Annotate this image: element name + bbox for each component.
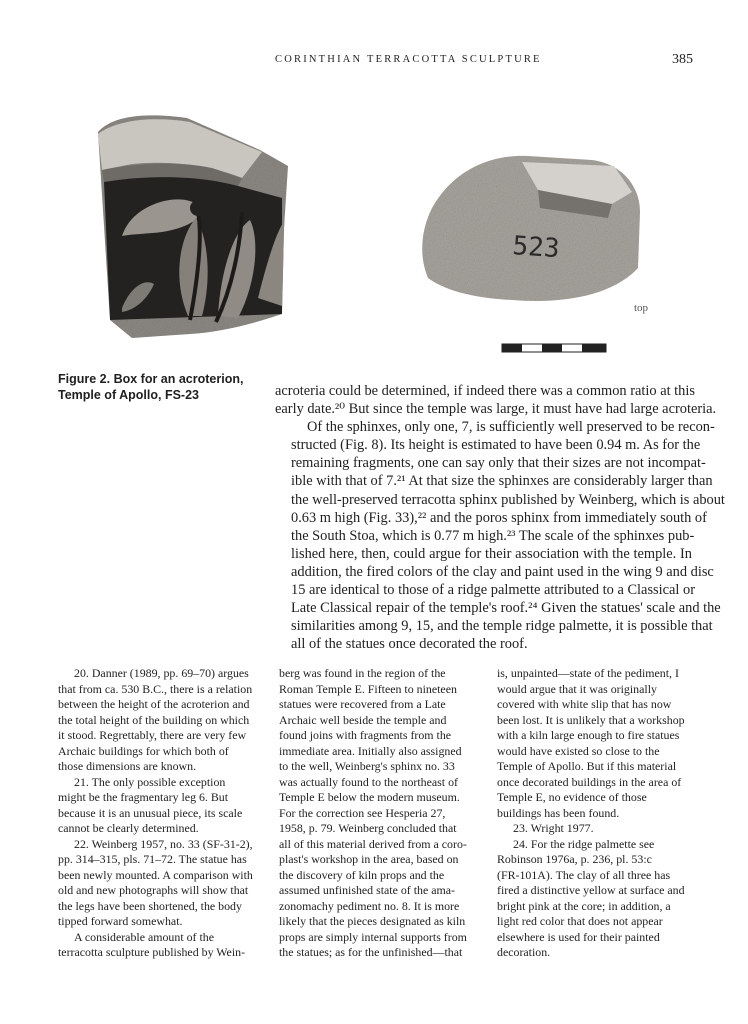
text-line: Late Classical repair of the temple's roof.²⁴ Given the statues' scale and the (291, 600, 721, 617)
footnote-line: tipped forward somewhat. (58, 914, 183, 928)
footnote-line: zonomachy pediment no. 8. It is more (279, 898, 460, 913)
footnote-line: 22. Weinberg 1957, no. 33 (SF-31-2), (74, 836, 253, 851)
figure-caption-line: Figure 2. Box for an acroterion, (58, 372, 244, 386)
footnote-line: For the correction see Hesperia 27, (279, 805, 446, 820)
footnote-line: light red color that does not appear (497, 914, 663, 928)
footnote-line: fired a distinctive yellow at surface and (497, 883, 685, 897)
footnote-line: Temple of Apollo. But if this material (497, 759, 677, 773)
text-line: remaining fragments, one can say only that their sizes are not incompat- (291, 455, 706, 472)
footnote-line: all of this material derived from a coro- (279, 836, 467, 851)
footnote-line: the legs have been shortened, the body (58, 898, 242, 913)
text-line: Of the sphinxes, only one, 7, is sufficiently well preserved to be recon- (307, 419, 715, 436)
footnote-line: would have existed so close to the (497, 743, 660, 758)
footnote-line: the total height of the building on which (58, 712, 250, 727)
figure-caption-line: Temple of Apollo, FS-23 (58, 388, 199, 402)
footnote-line: elsewhere is used for their painted (497, 929, 660, 944)
inventory-mark: 523 (511, 231, 561, 265)
footnote-line: buildings has been found. (497, 805, 620, 820)
footnote-line: because it is an unusual piece, its scale (58, 805, 243, 820)
text-line: 0.63 m high (Fig. 33),²² and the poros sphinx from immediately south of (291, 509, 707, 526)
footnote-line: to the well, Weinberg's sphinx no. 33 (279, 759, 455, 773)
footnote-line: 1958, p. 79. Weinberg concluded that (279, 821, 457, 835)
footnote-line: plast's workshop in the area, based on (279, 852, 459, 866)
footnote-line: covered with white slip that has now (497, 697, 672, 711)
footnote-line: 23. Wright 1977. (513, 821, 594, 835)
footnote-line: Roman Temple E. Fifteen to nineteen (279, 681, 457, 696)
footnote-line: been newly mounted. A comparison with (58, 867, 253, 882)
text-line: the well-preserved terracotta sphinx published by Weinberg, which is about (291, 491, 725, 508)
footnotes-column-1 (58, 666, 268, 961)
footnote-line: berg was found in the region of the (279, 666, 446, 680)
figure-top-label: top (634, 302, 649, 314)
footnote-line: might be the fragmentary leg 6. But (58, 790, 229, 804)
footnote-line: with a kiln large enough to fire statues (497, 728, 680, 742)
footnote-line: Archaic well beside the temple and (279, 712, 447, 727)
text-line: lished here, then, could argue for their association with the temple. In (291, 545, 692, 562)
figure-photo (92, 108, 680, 368)
footnote-line: found joins with fragments from the (279, 728, 452, 742)
footnote-line: Temple E below the modern museum. (279, 790, 460, 804)
footnote-line: would argue that it was originally (497, 681, 657, 696)
footnote-line: that from ca. 530 B.C., there is a relation (58, 681, 253, 696)
footnote-line: old and new photographs will show that (58, 883, 249, 897)
paragraph (275, 418, 725, 653)
footnote-line: 24. For the ridge palmette see (513, 836, 655, 851)
footnote-line: (FR-101A). The clay of all three has (497, 867, 671, 882)
footnote-line: the discovery of kiln props and the (279, 867, 445, 882)
footnote-line: Archaic buildings for which both of (58, 743, 229, 758)
fragment-left (98, 115, 288, 338)
footnote-line: A considerable amount of the (74, 929, 215, 944)
footnote-line: pp. 314–315, pls. 71–72. The statue has (58, 852, 247, 866)
footnote-line: Temple E, no evidence of those (497, 790, 647, 804)
footnote-line: statues were recovered from a Late (279, 697, 446, 711)
paragraph (275, 382, 717, 418)
fragment-right (422, 156, 640, 301)
footnotes-column-2 (279, 666, 484, 961)
text-line: ible with that of 7.²¹ At that size the sphinxes are considerably larger than (291, 473, 713, 490)
footnote-line: decoration. (497, 945, 551, 959)
text-line: addition, the fired colors of the clay and paint used in the wing 9 and disc (291, 563, 714, 580)
footnote-line: between the height of the acroterion and (58, 697, 250, 711)
text-line: structed (Fig. 8). Its height is estimated to have been 0.94 m. As for the (291, 437, 701, 454)
footnote-line: immediate area. Initially also assigned (279, 743, 462, 758)
text-line: acroteria could be determined, if indeed there was a common ratio at this (275, 383, 695, 399)
footnote-line: 21. The only possible exception (74, 774, 226, 789)
footnote-line: was actually found to the northeast of (279, 774, 458, 789)
text-line: the South Stoa, which is 0.77 m high.²³ The scale of the sphinxes pub- (291, 527, 695, 544)
footnote-line: the statues; as for the unfinished—that (279, 945, 463, 959)
text-line: early date.²⁰ But since the temple was large, it must have had large acroteria. (275, 401, 717, 418)
footnote-line: Robinson 1976a, p. 236, pl. 53:c (497, 852, 652, 866)
running-title: CORINTHIAN TERRACOTTA SCULPTURE (275, 54, 542, 65)
scale-bar (502, 344, 606, 352)
footnote-line: terracotta sculpture published by Wein- (58, 945, 246, 959)
text-line: similarities among 9, 15, and the temple ridge palmette, it is possible that (291, 618, 713, 635)
footnote-line: those dimensions are known. (58, 759, 197, 773)
footnotes-column-3 (497, 666, 697, 961)
footnote-line: 20. Danner (1989, pp. 69–70) argues (74, 666, 249, 680)
footnote-line: is, unpainted—state of the pediment, I (497, 666, 679, 680)
footnote-line: it stood. Regrettably, there are very few (58, 728, 247, 742)
footnote-line: cannot be clearly determined. (58, 821, 199, 835)
footnote-line: once decorated buildings in the area of (497, 774, 682, 789)
figure-caption (58, 371, 258, 403)
footnote-line: been lost. It is unlikely that a workshop (497, 712, 685, 727)
footnote-line: likely that the pieces designated as kiln (279, 914, 466, 928)
footnote-line: bright pink at the core; in addition, a (497, 898, 671, 913)
page-number: 385 (672, 52, 693, 67)
footnote-line: assumed unfinished state of the ama- (279, 883, 455, 897)
text-line: 15 are identical to those of a ridge palmette attributed to a Classical or (291, 582, 695, 599)
main-text (275, 382, 725, 653)
text-line: all of the statues once decorated the roof. (291, 636, 528, 653)
footnote-line: props are simply internal supports from (279, 929, 467, 944)
